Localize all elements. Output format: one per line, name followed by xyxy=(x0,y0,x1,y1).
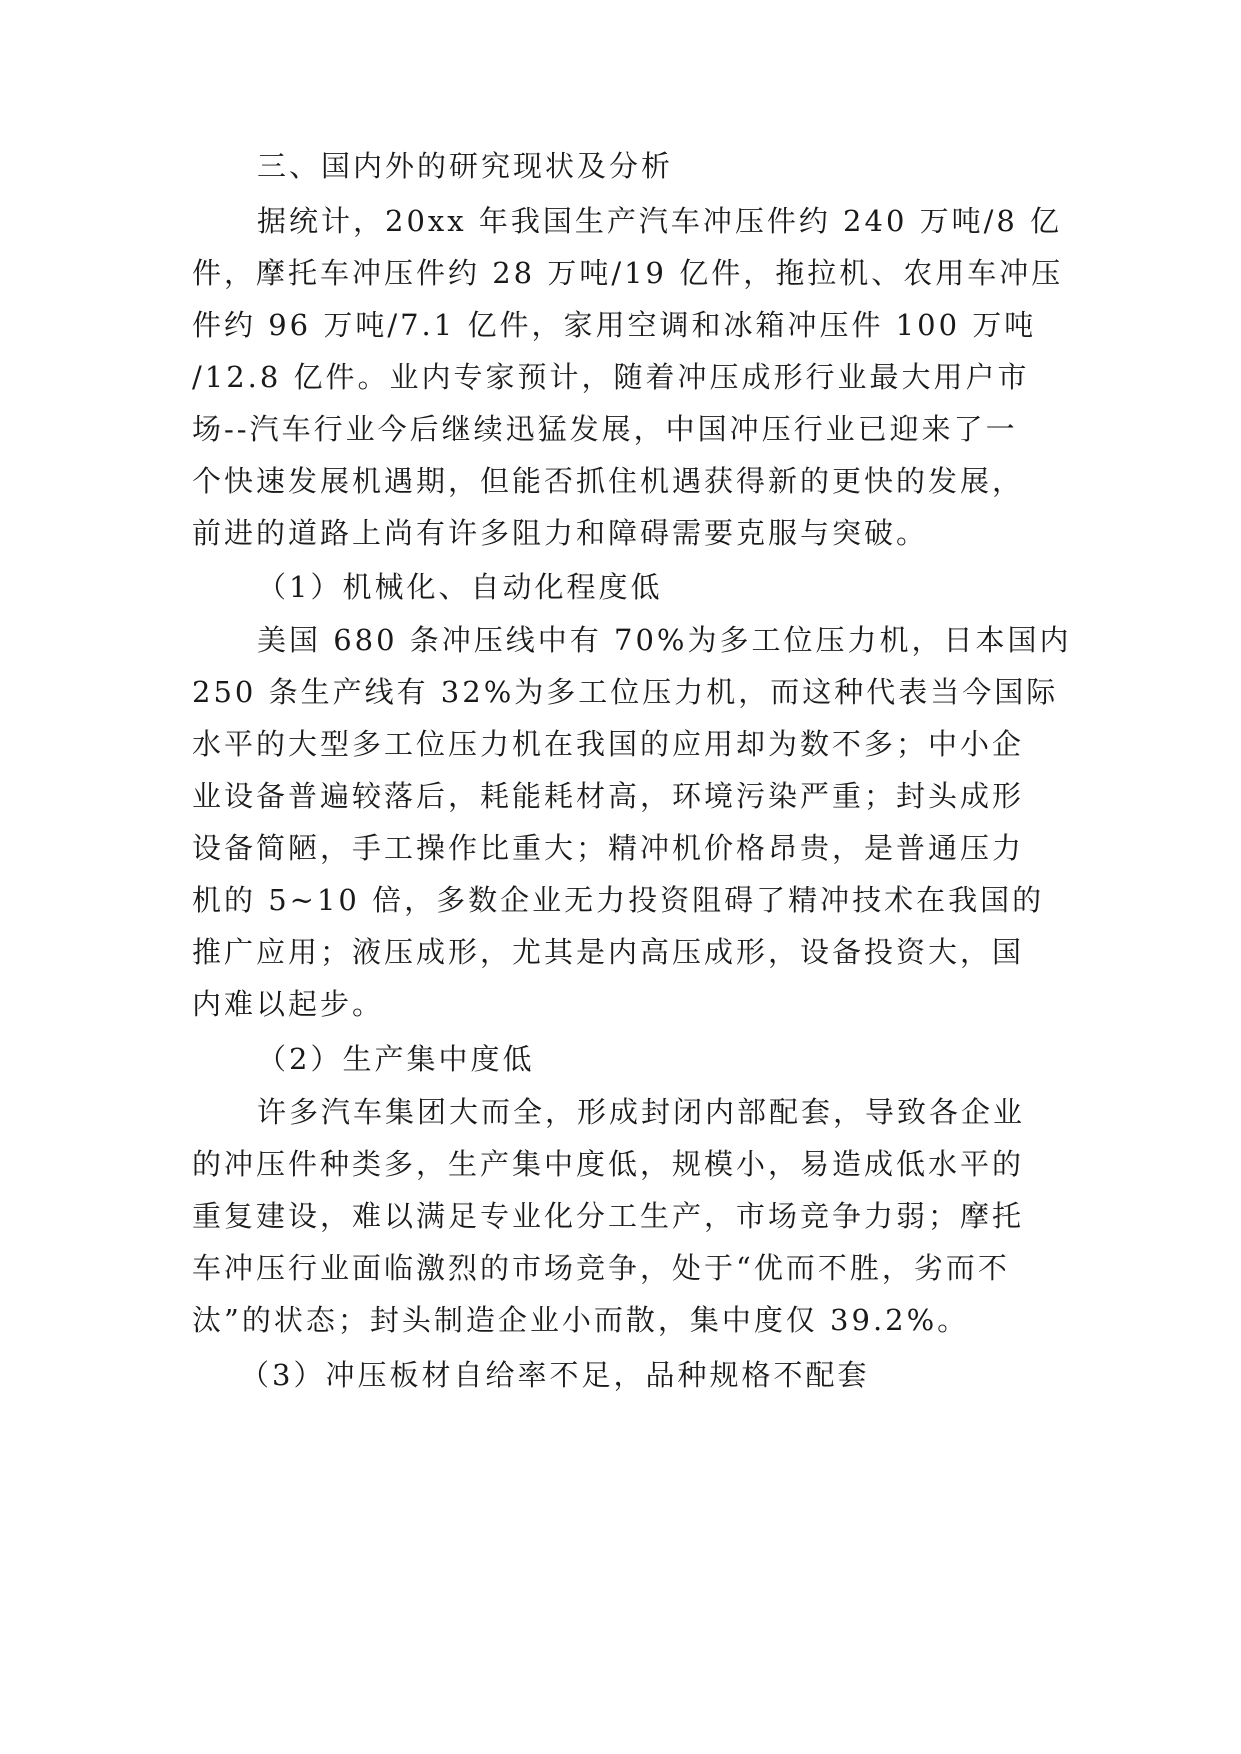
subheading-1: （1）机械化、自动化程度低 xyxy=(257,570,663,604)
paragraph-2-line-3: 水平的大型多工位压力机在我国的应用却为数不多；中小企 xyxy=(192,727,1025,761)
paragraph-1-line-7: 前进的道路上尚有许多阻力和障碍需要克服与突破。 xyxy=(192,516,929,550)
paragraph-3-line-2: 的冲压件种类多，生产集中度低，规模小，易造成低水平的 xyxy=(192,1147,1025,1181)
paragraph-2-line-7: 推广应用；液压成形，尤其是内高压成形，设备投资大，国 xyxy=(192,935,1025,969)
section-heading: 三、国内外的研究现状及分析 xyxy=(257,149,674,183)
paragraph-2-line-4: 业设备普遍较落后，耗能耗材高，环境污染严重；封头成形 xyxy=(192,779,1025,813)
paragraph-1-line-6: 个快速发展机遇期，但能否抓住机遇获得新的更快的发展， xyxy=(192,464,1025,498)
subheading-3: （3）冲压板材自给率不足，品种规格不配套 xyxy=(240,1358,870,1392)
paragraph-3-line-4: 车冲压行业面临激烈的市场竞争，处于“优而不胜，劣而不 xyxy=(192,1251,1010,1285)
paragraph-1-line-4: /12.8 亿件。业内专家预计，随着冲压成形行业最大用户市 xyxy=(192,360,1030,394)
paragraph-2-line-6: 机的 5~10 倍，多数企业无力投资阻碍了精冲技术在我国的 xyxy=(192,883,1045,917)
paragraph-3-line-5: 汰”的状态；封头制造企业小而散，集中度仅 39.2%。 xyxy=(192,1303,970,1337)
paragraph-1-line-1: 据统计，20xx 年我国生产汽车冲压件约 240 万吨/8 亿 xyxy=(257,204,1063,238)
paragraph-1-line-3: 件约 96 万吨/7.1 亿件，家用空调和冰箱冲压件 100 万吨 xyxy=(192,308,1037,342)
paragraph-2-line-8: 内难以起步。 xyxy=(192,987,385,1021)
paragraph-3-line-3: 重复建设，难以满足专业化分工生产，市场竞争力弱；摩托 xyxy=(192,1199,1025,1233)
paragraph-2-line-2: 250 条生产线有 32%为多工位压力机，而这种代表当今国际 xyxy=(192,675,1059,709)
paragraph-1-line-2: 件，摩托车冲压件约 28 万吨/19 亿件，拖拉机、农用车冲压 xyxy=(192,256,1064,290)
paragraph-3-line-1: 许多汽车集团大而全，形成封闭内部配套，导致各企业 xyxy=(257,1095,1026,1129)
subheading-2: （2）生产集中度低 xyxy=(257,1042,535,1076)
paragraph-1-line-5: 场--汽车行业今后继续迅猛发展，中国冲压行业已迎来了一 xyxy=(192,412,1018,446)
paragraph-2-line-1: 美国 680 条冲压线中有 70%为多工位压力机，日本国内 xyxy=(257,623,1072,657)
paragraph-2-line-5: 设备简陋，手工操作比重大；精冲机价格昂贵，是普通压力 xyxy=(192,831,1025,865)
